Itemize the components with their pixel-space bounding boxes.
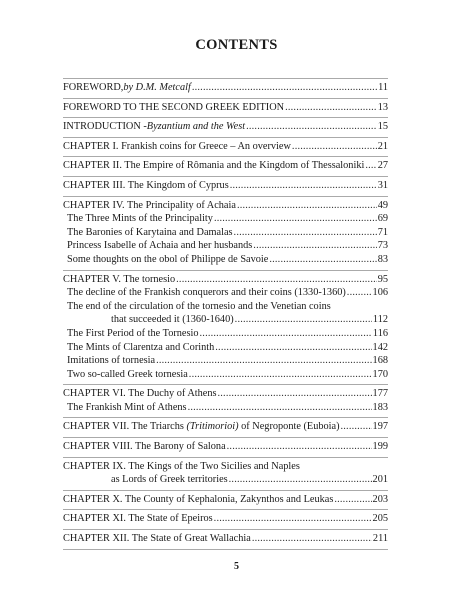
toc-entry-label: CHAPTER II. The Empire of Rômania and the Kingdom of Thessaloniki (63, 160, 365, 172)
table-of-contents (63, 78, 388, 550)
toc-page-number: 69 (377, 213, 388, 225)
toc-entry-label: CHAPTER XI. The State of Epeiros (63, 513, 213, 525)
toc-entry-chapter-6 (63, 384, 388, 417)
toc-page-number: 27 (377, 160, 388, 172)
toc-row[interactable] (63, 273, 388, 287)
toc-row[interactable] (63, 81, 388, 95)
dot-leader (341, 420, 372, 434)
toc-row[interactable] (63, 159, 388, 173)
dot-leader (292, 140, 377, 154)
toc-page-number: 211 (372, 533, 388, 545)
toc-row[interactable] (63, 493, 388, 507)
toc-subentry[interactable] (63, 253, 388, 267)
toc-subentry-label: The decline of the Frankish conquerors and their coins (1330-1360) (67, 287, 346, 299)
toc-page-number: 183 (372, 401, 388, 413)
dot-leader (176, 273, 377, 287)
toc-row[interactable] (63, 387, 388, 401)
dot-leader (229, 473, 372, 487)
toc-entry-chapter-1 (63, 137, 388, 157)
toc-page-number: 83 (377, 253, 388, 265)
toc-row[interactable] (63, 440, 388, 454)
toc-entry-chapter-12 (63, 529, 388, 550)
toc-entry-label: CHAPTER III. The Kingdom of Cyprus (63, 179, 229, 191)
toc-row[interactable] (63, 532, 388, 546)
toc-row[interactable] (63, 512, 388, 526)
toc-entry-label: CHAPTER XII. The State of Great Wallachia (63, 533, 251, 545)
dot-leader (246, 120, 377, 134)
toc-page-number: 142 (372, 341, 388, 353)
toc-page-number: 201 (372, 474, 388, 486)
toc-row[interactable] (63, 140, 388, 154)
dot-leader (235, 313, 372, 327)
toc-page-number: 199 (372, 441, 388, 453)
toc-row[interactable] (63, 101, 388, 115)
dot-leader (237, 199, 377, 213)
toc-subentry-label: The First Period of the Tornesio (67, 327, 199, 339)
toc-entry-chapter-10 (63, 490, 388, 510)
toc-entry-label: as Lords of Greek territories (111, 474, 228, 486)
dot-leader (218, 387, 372, 401)
dot-leader (365, 159, 376, 173)
toc-subentry-label: The Frankish Mint of Athens (67, 401, 187, 413)
toc-subentry[interactable] (63, 286, 388, 300)
toc-entry-label: INTRODUCTION - (63, 121, 147, 133)
toc-entry-label-end: of Negroponte (Euboia) (238, 421, 340, 433)
dot-leader (234, 226, 377, 240)
toc-subentry[interactable] (63, 401, 388, 415)
toc-subentry-label[interactable]: The end of the circulation of the tornesio and the Venetian coins (67, 300, 331, 312)
toc-row[interactable] (63, 420, 388, 434)
toc-subentry[interactable] (63, 212, 388, 226)
toc-subentry-label: The Baronies of Karytaina and Damalas (67, 226, 233, 238)
toc-page-number: 168 (372, 355, 388, 367)
toc-subentry-label: The Three Mints of the Principality (67, 213, 213, 225)
toc-page-number: 15 (377, 121, 388, 133)
toc-entry-foreword-second-edition (63, 98, 388, 118)
dot-leader (189, 368, 372, 382)
toc-page-number: 73 (377, 240, 388, 252)
toc-entry-label: CHAPTER X. The County of Kephalonia, Zakynthos and Leukas (63, 493, 334, 505)
toc-row[interactable] (63, 179, 388, 193)
toc-entry-chapter-5 (63, 270, 388, 385)
toc-subentry[interactable] (63, 341, 388, 355)
toc-page-number: 170 (372, 368, 388, 380)
toc-page-number: 177 (372, 388, 388, 400)
toc-entry-label-start: CHAPTER VII. The Triarchs (63, 421, 187, 433)
toc-subentry-label: Princess Isabelle of Achaia and her husbands (67, 240, 253, 252)
toc-page-number: 205 (372, 513, 388, 525)
toc-subentry[interactable] (63, 368, 388, 382)
toc-page-number: 95 (377, 273, 388, 285)
toc-row[interactable] (63, 120, 388, 134)
toc-entry-author: by D.M. Metcalf (123, 82, 191, 93)
toc-entry-chapter-4 (63, 196, 388, 270)
toc-subentry[interactable] (63, 327, 388, 341)
toc-page-number: 197 (372, 421, 388, 433)
toc-page-number: 116 (372, 327, 388, 339)
toc-entry-label: CHAPTER I. Frankish coins for Greece – An overview (63, 140, 291, 152)
dot-leader (188, 401, 372, 415)
dot-leader (252, 532, 372, 546)
page-number: 5 (234, 561, 239, 572)
dot-leader (347, 286, 372, 300)
toc-subentry[interactable] (63, 226, 388, 240)
toc-entry-label: CHAPTER IV. The Principality of Achaia (63, 199, 236, 211)
toc-page-number: 31 (377, 179, 388, 191)
toc-entry-chapter-2 (63, 156, 388, 176)
toc-page-number: 112 (372, 314, 388, 326)
toc-page-number: 11 (378, 82, 388, 93)
toc-subentry-label: that succeeded it (1360-1640) (111, 314, 234, 326)
dot-leader (227, 440, 372, 454)
toc-subentry[interactable] (63, 239, 388, 253)
dot-leader (269, 253, 376, 267)
toc-entry-label: FOREWORD, (63, 82, 124, 93)
toc-subentry-continuation[interactable] (63, 313, 388, 327)
toc-subentry-label: Imitations of tornesia (67, 355, 156, 367)
dot-leader (156, 354, 371, 368)
toc-subentry-label: Two so-called Greek tornesia (67, 368, 188, 380)
toc-entry-label: CHAPTER VI. The Duchy of Athens (63, 388, 217, 400)
toc-entry-chapter-3 (63, 176, 388, 196)
toc-entry-label (63, 420, 340, 434)
toc-entry-label: CHAPTER VIII. The Barony of Salona (63, 441, 226, 453)
toc-entry-chapter-11 (63, 509, 388, 529)
toc-entry-chapter-7 (63, 417, 388, 437)
dot-leader (215, 341, 371, 355)
dot-leader (200, 327, 372, 341)
toc-page-number: 13 (377, 101, 388, 113)
toc-entry-continuation[interactable] (63, 473, 388, 487)
toc-entry-label: CHAPTER V. The tornesio (63, 273, 176, 285)
toc-entry-foreword (63, 78, 388, 98)
dot-leader (230, 179, 377, 193)
toc-subentry-label: Some thoughts on the obol of Philippe de Savoie (67, 253, 269, 265)
dot-leader (253, 239, 376, 253)
toc-subentry-label: The Mints of Clarentza and Corinth (67, 341, 215, 353)
toc-subentry[interactable] (63, 354, 388, 368)
toc-entry-chapter-9 (63, 457, 388, 490)
toc-page-number: 106 (372, 287, 388, 299)
toc-entry-introduction (63, 117, 388, 137)
toc-entry-label[interactable]: CHAPTER IX. The Kings of the Two Sicilies and Naples (63, 460, 300, 472)
dot-leader (214, 512, 372, 526)
toc-page-number: 49 (377, 199, 388, 211)
toc-entry-italic-term: (Tritimorioi) (186, 421, 239, 433)
toc-entry-chapter-8 (63, 437, 388, 457)
page-title: CONTENTS (195, 37, 278, 53)
toc-page-number: 203 (372, 493, 388, 505)
toc-entry-subtitle: Byzantium and the West (146, 121, 246, 133)
toc-page-number: 21 (377, 140, 388, 152)
dot-leader (192, 81, 377, 95)
toc-entry-label: FOREWORD TO THE SECOND GREEK EDITION (63, 101, 285, 113)
dot-leader (334, 493, 371, 507)
toc-page-number: 71 (377, 226, 388, 238)
dot-leader (214, 212, 377, 226)
dot-leader (285, 101, 377, 115)
toc-row[interactable] (63, 199, 388, 213)
